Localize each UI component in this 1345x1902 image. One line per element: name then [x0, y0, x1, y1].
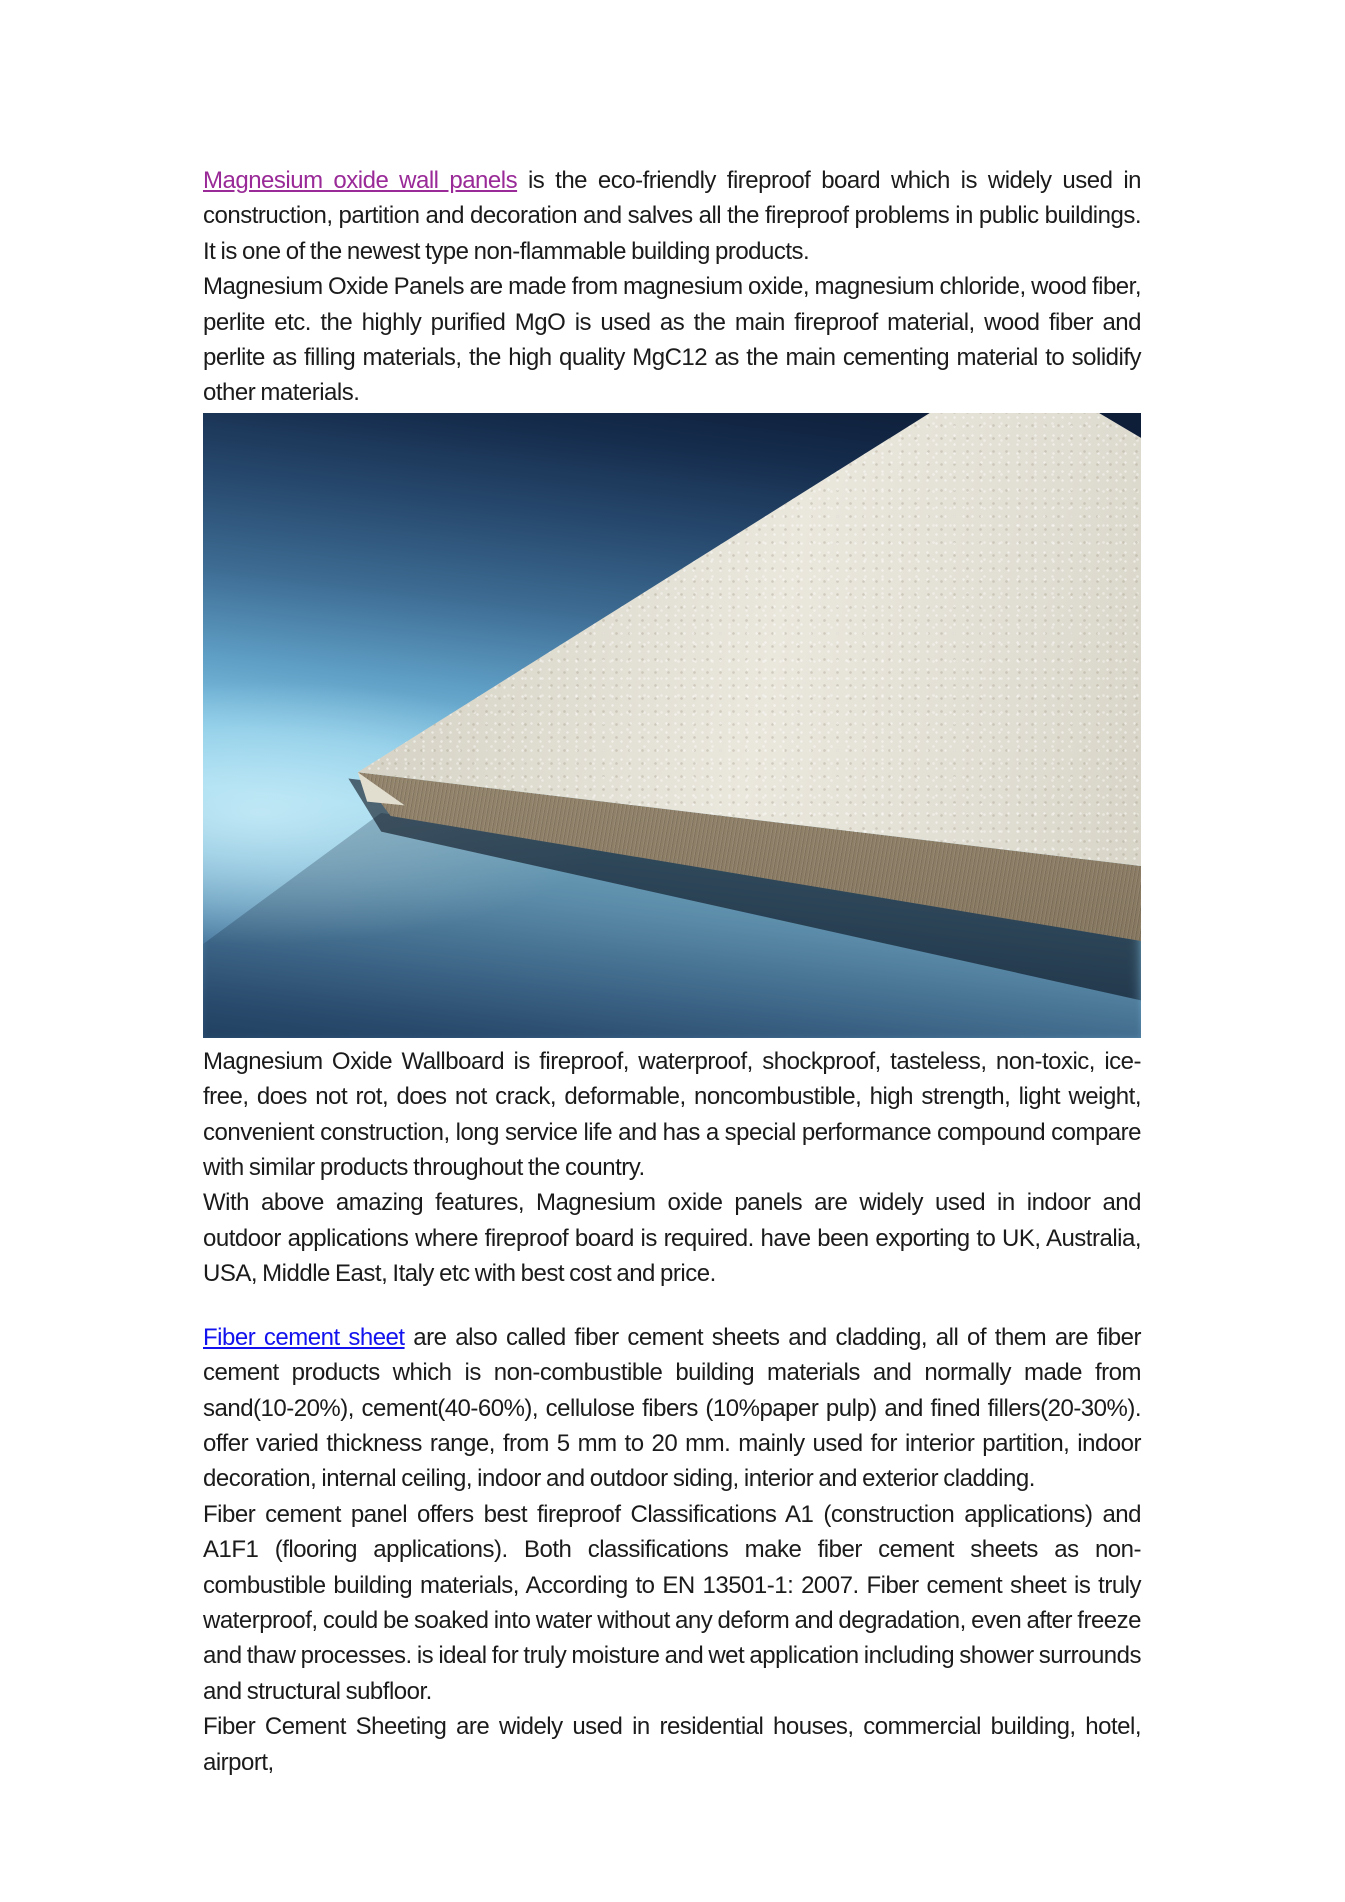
- paragraph: [203, 1185, 1141, 1291]
- text-run: Magnesium Oxide Wallboard is fireproof, waterproof, shockproof, tasteless, non-toxic, ice-free, does not rot, does not crack, deformable, noncombustible, high strength, light weight, convenient construction, long service life and has a special performance compound compare with similar products throughout the country.: [203, 1047, 1141, 1182]
- paragraph: [203, 1497, 1141, 1709]
- text-run: Fiber Cement Sheeting are widely used in residential houses, commercial building, hotel, airport,: [203, 1713, 1141, 1776]
- text-block-bottom: [203, 1044, 1141, 1780]
- paragraph: [203, 1044, 1141, 1186]
- fiber-cement-sheet-link[interactable]: Fiber cement sheet: [203, 1323, 405, 1351]
- magnesium-oxide-board-photo: [203, 413, 1141, 1038]
- paragraph: [203, 1320, 1141, 1497]
- text-run: Magnesium Oxide Panels are made from magnesium oxide, magnesium chloride, wood fiber, perlite etc. the highly purified MgO is used as the main fireproof material, wood fiber and perlite as filling materials, the high quality MgC12 as the main cementing material to solidify other materials.: [203, 273, 1141, 407]
- text-run: Fiber cement panel offers best fireproof Classifications A1 (construction applications) and A1F1 (flooring applications). Both classifications make fiber cement sheets as non-combustible building materials, According to EN 13501-1: 2007. Fiber cement sheet is truly waterproof, could be soaked into water without any deform and degradation, even after freeze and thaw processes. is ideal for truly moisture and wet application including shower surrounds and structural subfloor.: [203, 1500, 1141, 1705]
- text-run: With above amazing features, Magnesium oxide panels are widely used in indoor and outdoor applications where fireproof board is required. have been exporting to UK, Australia, USA, Middle East, Italy etc with best cost and price.: [203, 1189, 1141, 1288]
- paragraph: [203, 163, 1141, 269]
- text-block-top: [203, 163, 1141, 411]
- paragraph: [203, 1709, 1141, 1780]
- text-run: are also called fiber cement sheets and cladding, all of them are fiber cement products which is non-combustible building materials and normally made from sand(10-20%), cement(40-60%), cellulose fibers (10%paper pulp) and fined fillers(20-30%). offer varied thickness range, from 5 mm to 20 mm. mainly used for interior partition, indoor decoration, internal ceiling, indoor and outdoor siding, interior and exterior cladding.: [203, 1323, 1141, 1493]
- paragraph-spacer: [203, 1292, 1141, 1320]
- text-run: is the eco-friendly fireproof board which is widely used in construction, partition and decoration and salves all the fireproof problems in public buildings. It is one of the newest type non-flammable building products.: [203, 167, 1142, 265]
- paragraph: [203, 269, 1141, 411]
- magnesium-oxide-wall-panels-link[interactable]: Magnesium oxide wall panels: [203, 167, 518, 194]
